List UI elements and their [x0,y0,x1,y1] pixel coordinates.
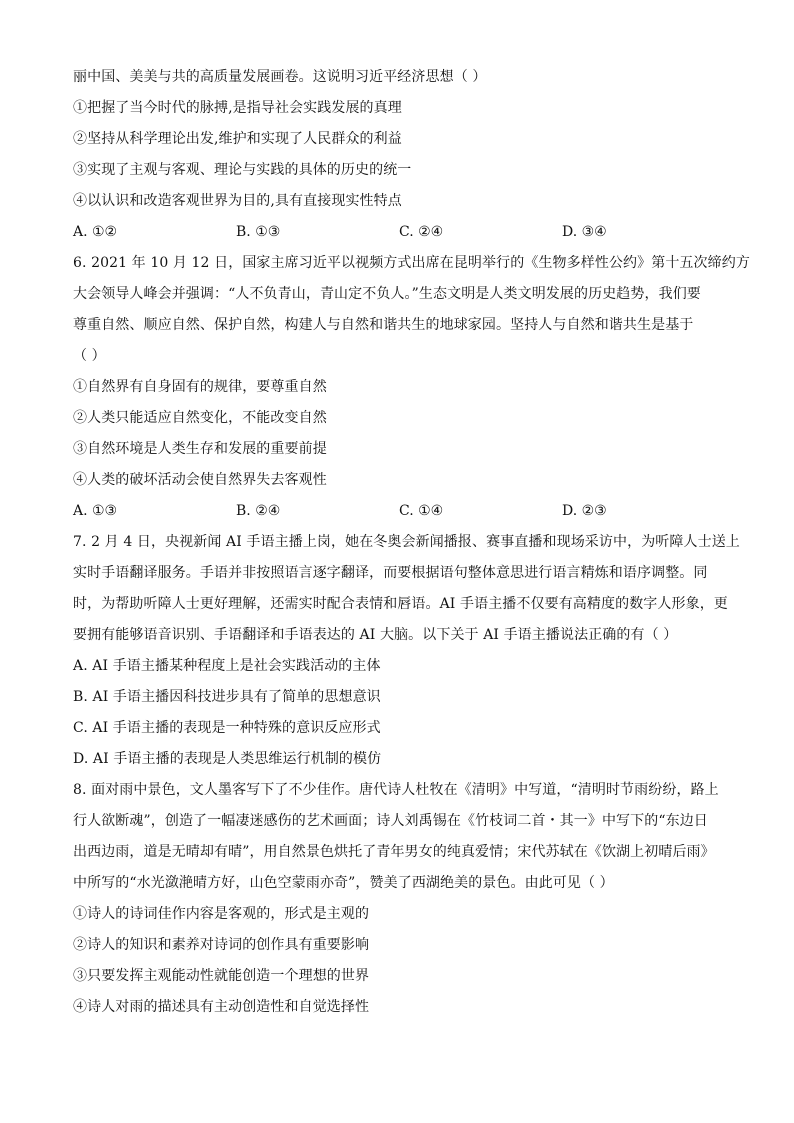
option-c: C. ②④ [399,224,444,240]
statement: ②坚持从科学理论出发,维护和实现了人民群众的利益 [73,131,402,147]
question-7 [73,527,740,775]
option-b: B. ②④ [236,503,281,519]
statement: ③自然环境是人类生存和发展的重要前提 [73,441,327,457]
question-stem-line: 行人欲断魂”，创造了一幅凄迷感伤的艺术画面；诗人刘禹锡在《竹枝词二首・其一》中写下的“东边日 [73,813,708,829]
option-c: C. ①④ [399,503,444,519]
question-stem-line: 时，为帮助听障人士更好理解，还需实时配合表情和唇语。AI 手语主播不仅要有高精度的数字人形象，更 [73,596,728,612]
answer-options [73,217,723,248]
question-stem-line: 7. 2 月 4 日，央视新闻 AI 手语主播上岗，她在冬奥会新闻播报、赛事直播和现场采访中，为听障人士送上 [73,534,740,550]
exam-page [73,62,750,1023]
statement: ②人类只能适应自然变化，不能改变自然 [73,410,327,426]
option-d: D. ②③ [562,503,607,519]
question-stem-line: 6. 2021 年 10 月 12 日，国家主席习近平以视频方式出席在昆明举行的《生物多样性公约》第十五次缔约方 [73,255,750,271]
statement: ①自然界有自身固有的规律，要尊重自然 [73,379,327,395]
statement: ③只要发挥主观能动性就能创造一个理想的世界 [73,968,370,984]
question-stem-line: 丽中国、美美与共的高质量发展画卷。这说明习近平经济思想（ ） [73,69,487,85]
statement: ②诗人的知识和素养对诗词的创作具有重要影响 [73,937,370,953]
question-stem-line: 出西边雨，道是无晴却有晴”，用自然景色烘托了青年男女的纯真爱情；宋代苏轼在《饮湖上初晴后雨》 [73,844,715,860]
statement: ①把握了当今时代的脉搏,是指导社会实践发展的真理 [73,100,402,116]
option-b: B. ①③ [236,224,281,240]
answer-options [73,496,723,527]
option-d: D. ③④ [562,224,607,240]
question-5 [73,62,723,248]
choice-c: C. AI 手语主播的表现是一种特殊的意识反应形式 [73,720,381,736]
question-stem-line: 尊重自然、顺应自然、保护自然，构建人与自然和谐共生的地球家园。坚持人与自然和谐共生是基于 [73,317,694,333]
statement: ④人类的破坏活动会使自然界失去客观性 [73,472,327,488]
statement: ④以认识和改造客观世界为目的,具有直接现实性特点 [73,193,402,209]
question-stem-line: 大会领导人峰会并强调：“人不负青山，青山定不负人。”生态文明是人类文明发展的历史趋势，我们要 [73,286,701,302]
question-stem-line: 中所写的“水光潋滟晴方好，山色空蒙雨亦奇”，赞美了西湖绝美的景色。由此可见（ ） [73,875,614,891]
question-stem-line: （ ） [73,348,106,364]
question-6 [73,248,750,527]
question-stem-line: 8. 面对雨中景色，文人墨客写下了不少佳作。唐代诗人杜牧在《清明》中写道，“清明时节雨纷纷，路上 [73,782,719,798]
question-8 [73,775,723,1023]
option-a: A. ①③ [73,503,118,519]
statement: ③实现了主观与客观、理论与实践的具体的历史的统一 [73,162,412,178]
choice-d: D. AI 手语主播的表现是人类思维运行机制的模仿 [73,751,382,767]
choice-a: A. AI 手语主播某种程度上是社会实践活动的主体 [73,658,381,674]
statement: ④诗人对雨的描述具有主动创造性和自觉选择性 [73,999,370,1015]
statement: ①诗人的诗词佳作内容是客观的，形式是主观的 [73,906,370,922]
question-stem-line: 实时手语翻译服务。手语并非按照语言逐字翻译，而要根据语句整体意思进行语言精炼和语序调整。同 [73,565,708,581]
option-a: A. ①② [73,224,118,240]
choice-b: B. AI 手语主播因科技进步具有了简单的思想意识 [73,689,381,705]
question-stem-line: 要拥有能够语音识别、手语翻译和手语表达的 AI 大脑。以下关于 AI 手语主播说法正确的有（ ） [73,627,678,643]
